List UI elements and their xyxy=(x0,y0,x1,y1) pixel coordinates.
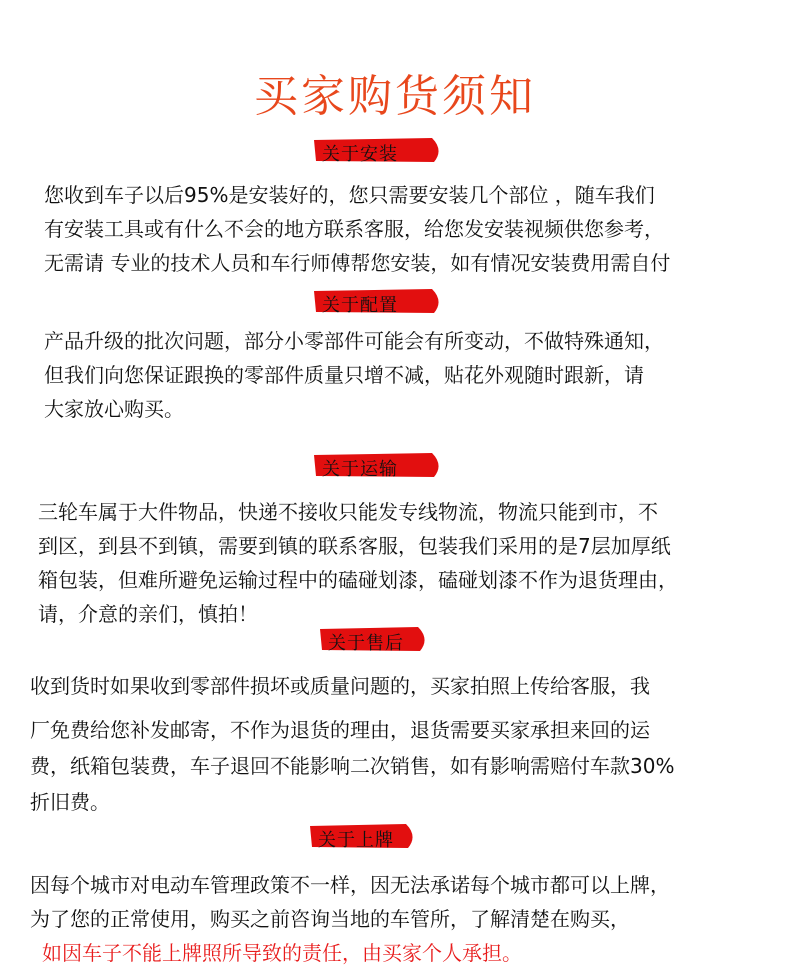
text-line: 为了您的正常使用，购买之前咨询当地的车管所，了解清楚在购买， xyxy=(30,907,630,931)
section-tag-after-sales xyxy=(318,623,430,655)
text-line: 折旧费。 xyxy=(30,790,110,814)
text-line: 产品升级的批次问题，部分小零部件可能会有所变动，不做特殊通知， xyxy=(44,329,664,353)
text-line: 无需请 专业的技术人员和车行师傅帮您安装，如有情况安装费用需自付 xyxy=(44,251,671,275)
text-line: 请，介意的亲们，慎拍！ xyxy=(38,602,258,626)
text-line: 有安装工具或有什么不会的地方联系客服，给您发安装视频供您参考， xyxy=(44,217,664,241)
text-line: 但我们向您保证跟换的零部件质量只增不减，贴花外观随时跟新，请 xyxy=(44,363,644,387)
liability-warning: 如因车子不能上牌照所导致的责任，由买家个人承担。 xyxy=(42,941,522,965)
section-body-after-sales xyxy=(30,668,674,820)
text-line: 厂免费给您补发邮寄，不作为退货的理由，退货需要买家承担来回的运 xyxy=(30,718,650,742)
text-line: 您收到车子以后95%是安装好的，您只需要安装几个部位 ，随车我们 xyxy=(44,183,655,207)
section-heading: 关于配置 xyxy=(322,295,398,316)
text-line: 箱包装，但难所避免运输过程中的磕碰划漆，磕碰划漆不作为退货理由， xyxy=(38,568,678,592)
section-body-config xyxy=(44,324,664,426)
section-tag-shipping xyxy=(312,449,444,481)
section-body-install xyxy=(44,178,670,280)
text-line: 收到货时如果收到零部件损坏或质量问题的，买家拍照上传给客服，我 xyxy=(30,674,650,698)
section-tag-config xyxy=(312,285,444,317)
section-tag-license xyxy=(308,820,418,852)
text-line: 大家放心购买。 xyxy=(44,397,184,421)
section-heading: 关于安装 xyxy=(322,144,398,165)
section-heading: 关于上牌 xyxy=(318,830,394,851)
section-body-license xyxy=(30,868,670,970)
section-body-shipping xyxy=(38,495,678,631)
section-heading: 关于运输 xyxy=(322,459,398,480)
text-line: 到区，到县不到镇，需要到镇的联系客服，包装我们采用的是7层加厚纸 xyxy=(38,534,671,558)
section-tag-install xyxy=(312,134,444,166)
section-heading: 关于售后 xyxy=(328,633,404,654)
text-line: 因每个城市对电动车管理政策不一样，因无法承诺每个城市都可以上牌， xyxy=(30,873,670,897)
page-title: 买家购货须知 xyxy=(254,71,536,122)
text-line: 三轮车属于大件物品，快递不接收只能发专线物流，物流只能到市，不 xyxy=(38,500,658,524)
text-line: 费，纸箱包装费，车子退回不能影响二次销售，如有影响需赔付车款30% xyxy=(30,754,675,778)
